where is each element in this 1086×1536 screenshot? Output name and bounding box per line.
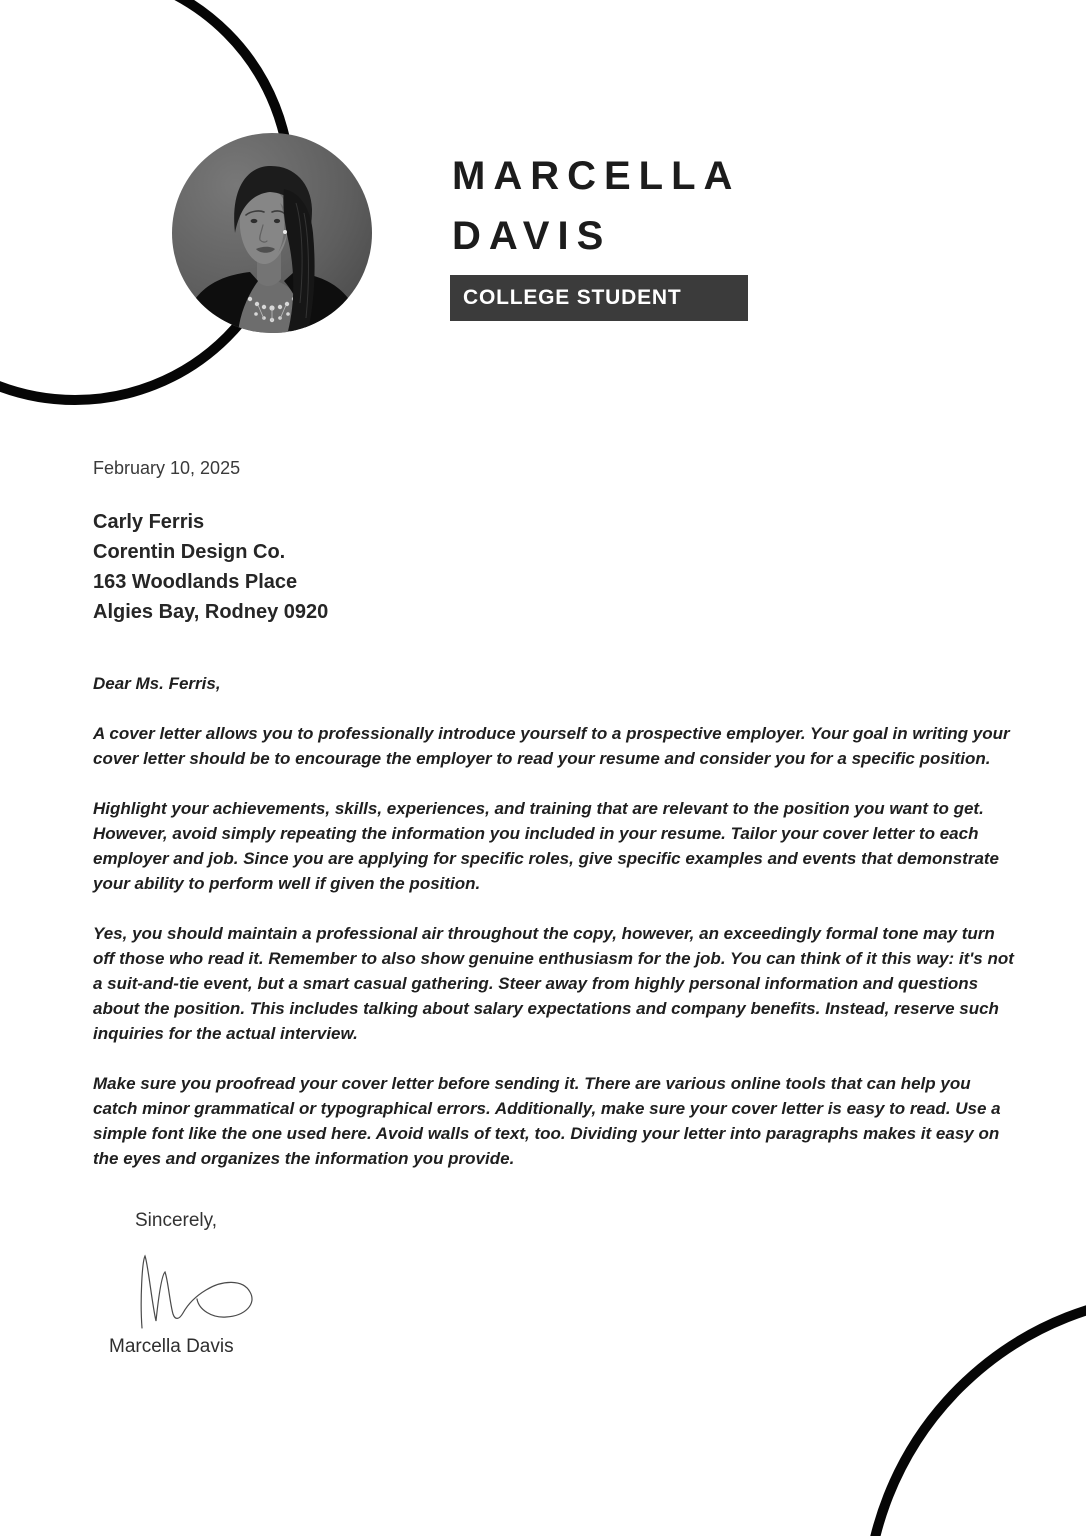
name-last: DAVIS	[452, 214, 612, 258]
signature-name: Marcella Davis	[109, 1336, 234, 1357]
decorative-circle-bottom-right	[861, 1290, 1086, 1536]
letter-paragraph: Highlight your achievements, skills, experiences, and training that are relevant to the position you want to get. However, avoid simply repeating the information you included in your resume. Tailor your cover letter to each employer and job. Since you are applying for specific roles, give specific examples and events that demonstrate your ability to perform well if given the position.	[93, 799, 1000, 893]
recipient-line: Algies Bay, Rodney 0920	[93, 601, 329, 623]
salutation: Dear Ms. Ferris,	[93, 674, 221, 693]
recipient-address	[93, 507, 1015, 627]
letter-body	[93, 458, 1015, 1171]
profile-photo-image	[172, 133, 372, 333]
letter-date: February 10, 2025	[93, 458, 241, 478]
recipient-line: Carly Ferris	[93, 511, 205, 533]
recipient-line: Corentin Design Co.	[93, 541, 286, 563]
recipient-line: 163 Woodlands Place	[93, 571, 298, 593]
role-badge	[450, 275, 748, 321]
role-badge-label: COLLEGE STUDENT	[463, 286, 682, 309]
name-first: MARCELLA	[452, 154, 741, 198]
letter-paragraph: Make sure you proofread your cover letter before sending it. There are various online tools that can help you catch minor grammatical or typographical errors. Additionally, make sure your cover letter is easy to read. Use a simple font like the one used here. Avoid walls of text, too. Dividing your letter into paragraphs makes it easy on the eyes and organizes the information you provide.	[93, 1074, 1001, 1168]
closing-salutation: Sincerely,	[135, 1210, 218, 1231]
signature-handwriting	[118, 1242, 258, 1332]
profile-photo	[172, 133, 372, 333]
letter-paragraph: Yes, you should maintain a professional air throughout the copy, however, an exceedingly formal tone may turn off those who read it. Remember to also show genuine enthusiasm for the job. You can think of it this way: it's not a suit-and-tie event, but a smart casual gathering. Steer away from highly personal information and questions about the position. This includes talking about salary expectations and company benefits. Instead, reserve such inquiries for the actual interview.	[93, 924, 1014, 1043]
letter-paragraph: A cover letter allows you to professionally introduce yourself to a prospective employer. Your goal in writing your cover letter should be to encourage the employer to read your resume and consider you for a specific position.	[93, 724, 1010, 768]
header-name	[452, 146, 740, 266]
